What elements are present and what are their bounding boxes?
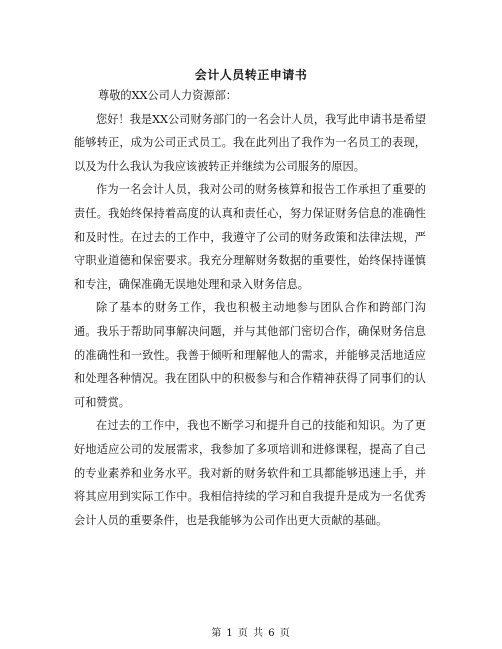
paragraph-3: 除了基本的财务工作，我也积极主动地参与团队合作和跨部门沟通。我乐于帮助同事解决问题，并与其他部门密切合作，确保财务信息的准确性和一致性。我善于倾听和理解他人的需求，并能够灵活地适应和处理各种情况。我在团队中的积极参与和合作精神获得了同事们的认可和赞赏。 — [74, 301, 426, 409]
page-number-footer: 第 1 页 共 6 页 — [211, 628, 291, 639]
salutation: 尊敬的XX公司人力资源部： — [98, 89, 237, 102]
paragraph-1: 您好！我是XX公司财务部门的一名会计人员，我写此申请书是希望能够转正，成为公司正式员工。我在此列出了我作为一名员工的表现，以及为什么我认为我应该被转正并继续为公司服务的原因。 — [74, 112, 426, 173]
paragraph-4: 在过去的工作中，我也不断学习和提升自己的技能和知识。为了更好地适应公司的发展需求，我参加了多项培训和进修课程，提高了自己的专业素养和业务水平。我对新的财务软件和工具都能够迅速上手，并将其应用到实际工作中。我相信持续的学习和自我提升是成为一名优秀会计人员的重要条件，也是我能够为公司作出更大贡献的基础。 — [74, 419, 426, 527]
document-title: 会计人员转正申请书 — [194, 68, 308, 82]
document-body — [74, 84, 426, 532]
paragraph-2: 作为一名会计人员，我对公司的财务核算和报告工作承担了重要的责任。我始终保持着高度的认真和责任心，努力保证财务信息的准确性和及时性。在过去的工作中，我遵守了公司的财务政策和法律法规，严守职业道德和保密要求。我充分理解财务数据的重要性，始终保持谨慎和专注，确保准确无误地处理和录入财务信息。 — [74, 183, 426, 291]
